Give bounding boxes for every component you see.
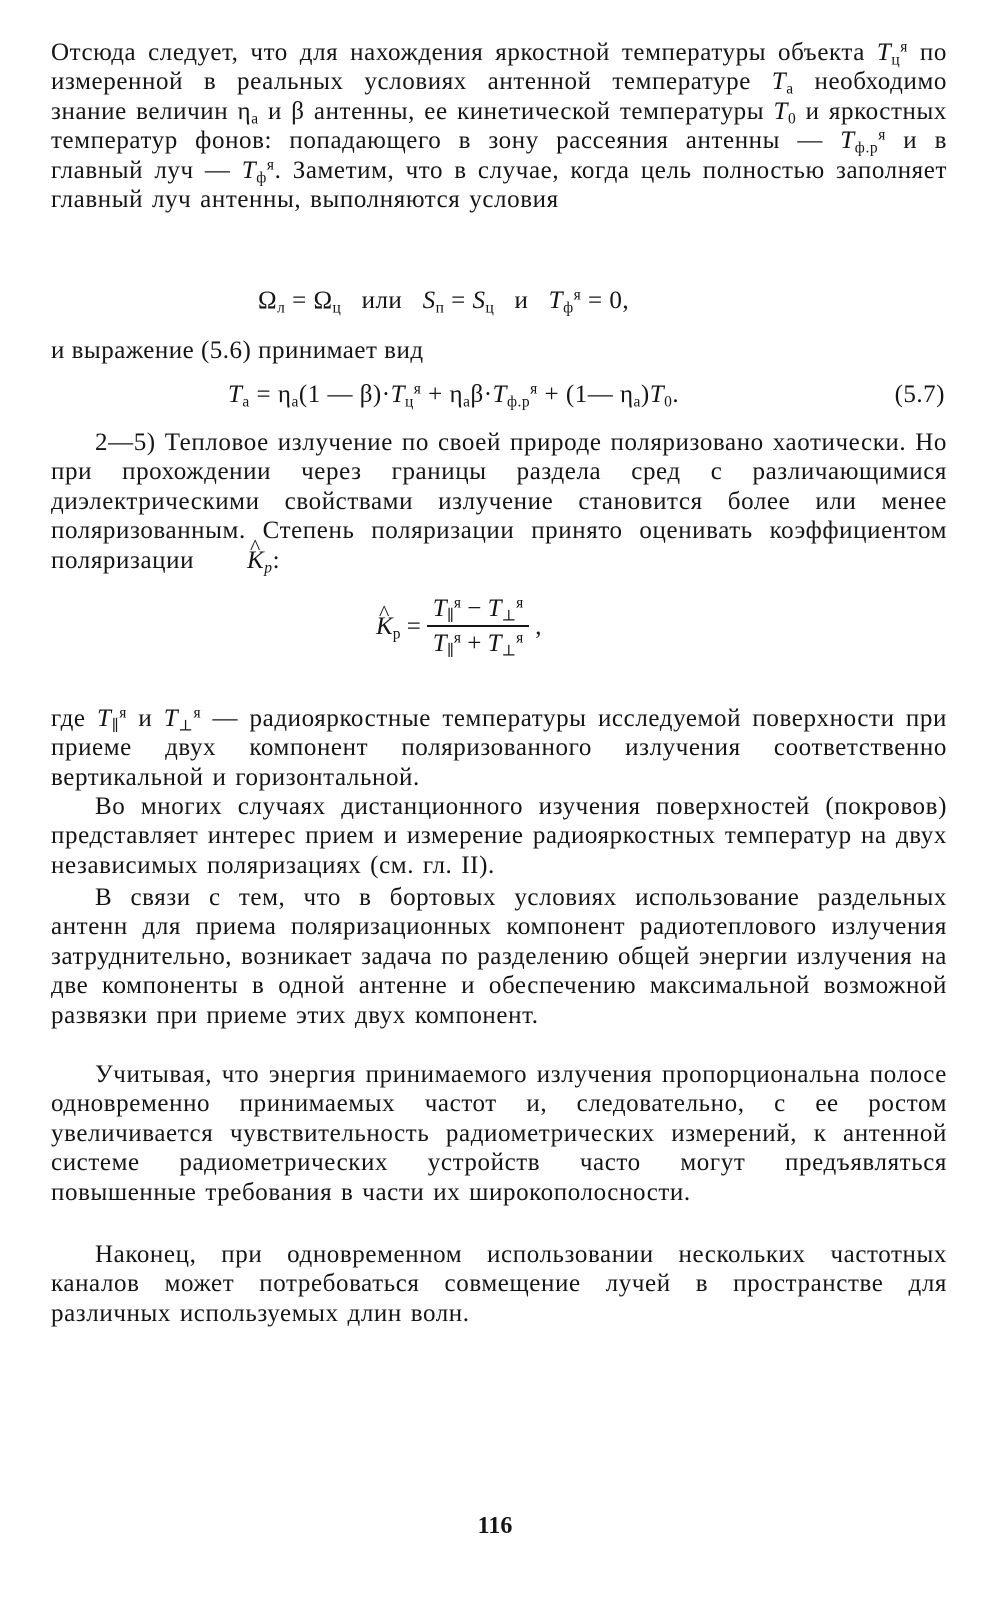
paragraph-1: Отсюда следует, что для нахождения яркостной температуры объекта $T_ц^я$ по измеренной в реальных условиях антенной температуре $T_а$ необходимо знание величин $\eta_а$ и β антенны, ее кинетической температуры $T_0$ и яркостных температур фонов: попадающего в зону рассеяния антенны — $T_{ф.р}^я$ и в главный луч — $T_ф^я$. Заметим, что в случае, когда цель полностью заполняет главный луч антенны, выполняются условия [51,38,948,214]
paragraph-7: Учитывая, что энергия принимаемого излучения пропорциональна полосе одновременно принимаемых частот и, следовательно, с ее ростом увеличивается чувствительность радиометрических измерений, к антенной системе радиометрических устройств часто могут предъявляться повышенные требования в части их широкополосности. [51,1061,947,1206]
paragraph-4: где $T_\parallel^я$ и $T_\perp^я$ — радиояркостные температуры исследуемой поверхности при приеме двух компонент поляризованного излучения соответственно вертикальной и горизонтальной. [51,704,947,791]
paragraph-3: 2—5) Тепловое излучение по своей природе поляризовано хаотически. Но при прохождении через границы раздела сред с различающимися диэлектрическими свойствами излучение становится более или менее поляризованным. Степень поляризации принято оценивать коэффициентом поляризации ^ $K_p$: [51,428,947,575]
page-number: 116 [477,1513,513,1539]
paragraph-2: и выражение (5.6) принимает вид [51,337,424,364]
paragraph-5: Во многих случаях дистанционного изучения поверхностей (покровов) представляет интерес прием и измерение радиояркостных температур на двух независимых поляризациях (см. гл. II). [51,793,947,879]
equation-5-7: $T_а = \eta_а(1$ — $\beta)\cdot T_ц^я + \eta_а\beta\cdot T_{ф.р}^я$ + (1— $\eta_а)T_0$. [228,380,680,411]
paragraph-8: Наконец, при одновременном использовании нескольких частотных каналов может потребоваться совмещение лучей в пространстве для различных используемых длин волн. [51,1241,947,1327]
paragraph-6: В связи с тем, что в бортовых условиях использование раздельных антенн для приема поляризационных компонент радиотеплового излучения затруднительно, возникает задача по разделению общей энергии излучения на две компоненты в одной антенне и обеспечению максимальной возможной развязки при приеме этих двух компонент. [51,884,947,1029]
equation-label: (5.7) [894,381,945,408]
condition-line: $\Omega_л = \Omega_ц$ или $S_п = S_ц$ и $T_ф^я = 0$, [258,286,630,317]
polarization-formula: ^ $K_р$ = $\frac{T_\parallel^я - T_\perp^я}{T_\parallel^я + T_\perp^я}$ , [376,594,542,658]
